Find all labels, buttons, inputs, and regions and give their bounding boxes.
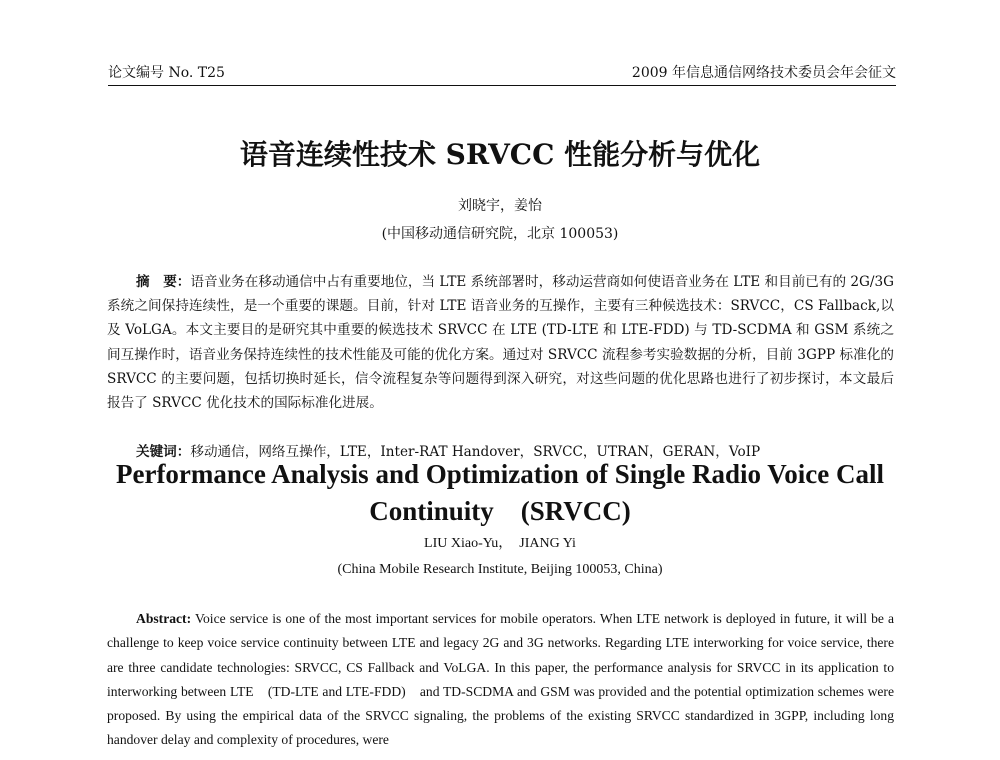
affiliation-english: (China Mobile Research Institute, Beijing 100053, China) [337, 562, 663, 577]
keywords-chinese-text: 移动通信，网络互操作，LTE，Inter-RAT Handover，SRVCC，UTRAN，GERAN，VoIP [190, 444, 761, 460]
title-chinese: 语音连续性技术 SRVCC 性能分析与优化 [239, 138, 761, 171]
affiliation-chinese: (中国移动通信研究院，北京 100053) [381, 226, 619, 242]
title-english-line-1: Performance Analysis and Optimization of Single Radio Voice Call [115, 459, 884, 489]
abstract-english-label: Abstract: [136, 611, 192, 626]
abstract-chinese [107, 270, 894, 415]
header-rule [108, 85, 896, 86]
authors-chinese: 刘晓宇，姜怡 [458, 198, 542, 214]
title-english [100, 456, 900, 530]
abstract-english-text: Voice service is one of the most important services for mobile operators. When LTE network is deployed in future, it will be a challenge to keep voice service continuity between LTE and legacy 2G and 3G networks. Regarding LTE interworking for voice service, there are three candidate technologies: SRVCC, CS Fallback and VoLGA. In this paper, the performance analysis for SRVCC in its application to interworking between LTE (TD-LTE and LTE-FDD) and TD-SCDMA and GSM was provided and the potential optimization schemes were proposed. By using the empirical data of the SRVCC signaling, the problems of the existing SRVCC standardized in 3GPP, including long handover delay and complexity of procedures, were [107, 611, 894, 748]
page-header [108, 62, 896, 84]
keywords-chinese-label: 关键词： [136, 444, 191, 460]
abstract-english [107, 607, 894, 753]
abstract-chinese-label: 摘 要： [136, 274, 191, 290]
title-english-line-2: Continuity (SRVCC) [369, 496, 631, 526]
abstract-chinese-text: 语音业务在移动通信中占有重要地位，当 LTE 系统部署时，移动运营商如何使语音业务在 LTE 和目前已有的 2G/3G 系统之间保持连续性，是一个重要的课题。目前，针对 LTE 语音业务的互操作，主要有三种候选技术：SRVCC，CS Fallback,以及 VoLGA。本文主要目的是研究其中重要的候选技术 SRVCC 在 LTE (TD-LTE 和 LTE-FDD) 与 TD-SCDMA 和 GSM 系统之间互操作时，语音业务保持连续性的技术性能及可能的优化方案。通过对 SRVCC 流程参考实验数据的分析，目前 3GPP 标准化的 SRVCC 的主要问题，包括切换时延长，信令流程复杂等问题得到深入研究，对这些问题的优化思路也进行了初步探讨，本文最后报告了 SRVCC 优化技术的国际标准化进展。 [107, 274, 895, 412]
authors-english: LIU Xiao-Yu， JIANG Yi [424, 536, 576, 551]
paper-number: 论文编号 No. T25 [108, 65, 225, 81]
conference-name: 2009 年信息通信网络技术委员会年会征文 [631, 65, 896, 81]
